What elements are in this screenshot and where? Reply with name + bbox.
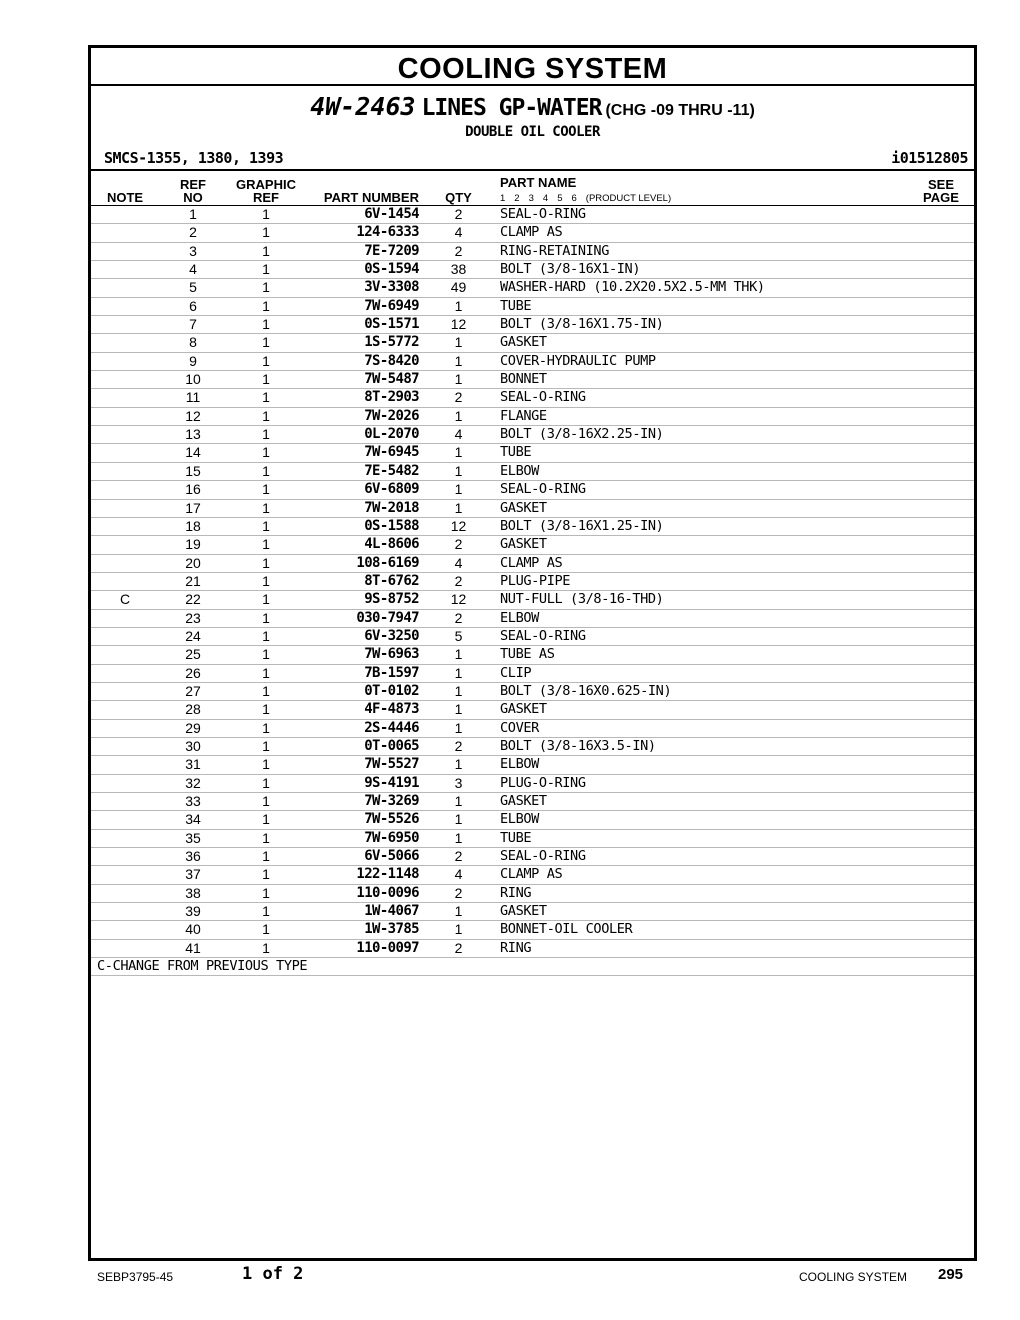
part-ref-no: 29 [185, 719, 201, 736]
part-qty: 4 [454, 426, 463, 443]
part-ref-no: 2 [189, 224, 197, 241]
part-graphic-ref: 1 [262, 884, 270, 901]
part-ref-no: 4 [189, 261, 197, 278]
table-row [91, 279, 974, 297]
part-qty: 1 [454, 664, 463, 681]
part-name: RING [500, 939, 532, 956]
part-ref-no: 3 [189, 242, 197, 259]
col-header-graphic-ref [231, 178, 301, 204]
part-name: ELBOW [500, 811, 539, 828]
part-name: BOLT (3/8-16X1.75-IN) [500, 316, 664, 333]
part-ref-no: 30 [185, 737, 201, 754]
part-graphic-ref: 1 [262, 536, 270, 553]
part-number: 7W-2026 [364, 407, 419, 424]
table-row [91, 353, 974, 371]
table-row [91, 885, 974, 903]
col-header-part-number: PART NUMBER [323, 190, 419, 205]
part-graphic-ref: 1 [262, 811, 270, 828]
part-qty: 1 [454, 646, 463, 663]
part-ref-no: 11 [185, 389, 201, 406]
part-ref-no: 8 [189, 334, 197, 351]
part-name: FLANGE [500, 407, 547, 424]
part-name: SEAL-O-RING [500, 481, 586, 498]
part-qty: 1 [454, 829, 463, 846]
part-number: 0S-1594 [364, 261, 419, 278]
part-name: BOLT (3/8-16X3.5-IN) [500, 737, 656, 754]
table-row [91, 866, 974, 884]
part-graphic-ref: 1 [262, 848, 270, 865]
part-graphic-ref: 1 [262, 389, 270, 406]
part-ref-no: 33 [185, 793, 201, 809]
part-number: 1W-4067 [364, 903, 419, 920]
part-ref-no: 6 [189, 297, 197, 314]
part-number: 8T-2903 [364, 389, 419, 406]
table-row [91, 481, 974, 499]
part-name: CLAMP AS [500, 866, 563, 883]
part-name: GASKET [500, 536, 547, 553]
part-ref-no: 21 [185, 572, 201, 589]
part-name: BOLT (3/8-16X2.25-IN) [500, 426, 664, 443]
footnote-text: C-CHANGE FROM PREVIOUS TYPE [97, 958, 308, 975]
part-name: TUBE [500, 444, 532, 461]
part-name: SEAL-O-RING [500, 848, 586, 865]
part-graphic-ref: 1 [262, 206, 270, 222]
product-level-1: 1 [500, 193, 506, 204]
table-row [91, 775, 974, 793]
part-name: GASKET [500, 499, 547, 516]
part-number: 4L-8606 [364, 536, 419, 553]
part-ref-no: 31 [185, 756, 201, 773]
part-qty: 4 [454, 224, 463, 241]
part-name: CLIP [500, 664, 532, 681]
part-ref-no: 19 [185, 536, 201, 553]
part-qty: 12 [450, 517, 467, 534]
table-row [91, 738, 974, 756]
part-graphic-ref: 1 [262, 352, 270, 369]
table-row [91, 444, 974, 462]
part-qty: 1 [454, 352, 463, 369]
part-number: 9S-4191 [364, 774, 419, 791]
part-qty: 5 [454, 627, 463, 644]
group-subtitle: DOUBLE OIL COOLER [465, 124, 600, 140]
part-number: 1S-5772 [364, 334, 419, 351]
table-row [91, 591, 974, 609]
group-change-range: (CHG -09 THRU -11) [605, 102, 755, 119]
part-number: 0S-1571 [364, 316, 419, 333]
part-graphic-ref: 1 [262, 609, 270, 626]
table-row [91, 518, 974, 536]
part-number: 7W-2018 [364, 499, 419, 516]
part-ref-no: 13 [185, 426, 201, 443]
table-row [91, 628, 974, 646]
part-graphic-ref: 1 [262, 297, 270, 314]
part-graphic-ref: 1 [262, 261, 270, 278]
part-ref-no: 20 [185, 554, 201, 571]
part-graphic-ref: 1 [262, 572, 270, 589]
part-qty: 1 [454, 334, 463, 351]
group-number: 4W-2463 [310, 92, 416, 121]
part-name: GASKET [500, 701, 547, 718]
part-number: 110-0096 [356, 884, 419, 901]
table-row [91, 261, 974, 279]
part-qty: 1 [454, 793, 463, 809]
part-graphic-ref: 1 [262, 279, 270, 296]
footer-section-name: COOLING SYSTEM [799, 1270, 908, 1284]
part-graphic-ref: 1 [262, 407, 270, 424]
part-number: 6V-6809 [364, 481, 419, 498]
group-name: LINES GP-WATER [421, 95, 602, 121]
parts-table [91, 206, 974, 976]
part-graphic-ref: 1 [262, 499, 270, 516]
table-row [91, 371, 974, 389]
part-graphic-ref: 1 [262, 462, 270, 479]
part-name: BONNET [500, 371, 547, 388]
part-graphic-ref: 1 [262, 719, 270, 736]
part-name: WASHER-HARD (10.2X20.5X2.5-MM THK) [500, 279, 765, 296]
product-level-3: 3 [528, 193, 534, 204]
part-qty: 2 [454, 884, 463, 901]
part-number: 7W-6963 [364, 646, 419, 663]
table-row [91, 793, 974, 811]
part-ref-no: 5 [189, 279, 197, 296]
part-graphic-ref: 1 [262, 903, 270, 920]
col-header-part-name: PART NAME [500, 175, 577, 190]
part-number: 7W-6945 [364, 444, 419, 461]
part-graphic-ref: 1 [262, 793, 270, 809]
part-ref-no: 17 [185, 499, 201, 516]
part-number: 1W-3785 [364, 921, 419, 938]
table-row [91, 426, 974, 444]
part-number: 6V-3250 [364, 627, 419, 644]
part-ref-no: 25 [185, 646, 201, 663]
part-ref-no: 9 [189, 352, 197, 369]
part-graphic-ref: 1 [262, 737, 270, 754]
part-ref-no: 18 [185, 517, 201, 534]
part-qty: 1 [454, 719, 463, 736]
part-qty: 1 [454, 481, 463, 498]
table-row [91, 940, 974, 958]
part-number: 7W-5526 [364, 811, 419, 828]
part-ref-no: 26 [185, 664, 201, 681]
table-row [91, 573, 974, 591]
part-ref-no: 22 [185, 591, 201, 608]
table-row [91, 206, 974, 224]
part-number: 7B-1597 [364, 664, 419, 681]
part-number: 7W-6949 [364, 297, 419, 314]
part-graphic-ref: 1 [262, 242, 270, 259]
part-name: PLUG-PIPE [500, 572, 571, 589]
part-graphic-ref: 1 [262, 774, 270, 791]
smcs-codes: SMCS-1355, 1380, 1393 [104, 149, 284, 167]
part-graphic-ref: 1 [262, 316, 270, 333]
part-name: BOLT (3/8-16X1.25-IN) [500, 517, 664, 534]
part-number: 108-6169 [356, 554, 419, 571]
part-qty: 12 [450, 316, 467, 333]
part-ref-no: 38 [185, 884, 201, 901]
part-graphic-ref: 1 [262, 664, 270, 681]
table-row [91, 316, 974, 334]
part-name: GASKET [500, 334, 547, 351]
product-level-6: 6 [571, 193, 577, 204]
part-qty: 12 [450, 591, 467, 608]
part-qty: 2 [454, 939, 463, 956]
part-name: SEAL-O-RING [500, 206, 586, 222]
product-level-scale [500, 193, 680, 204]
col-header-see-line1: SEE [927, 177, 954, 192]
part-graphic-ref: 1 [262, 371, 270, 388]
part-qty: 2 [454, 242, 463, 259]
part-name: GASKET [500, 793, 547, 809]
part-number: 6V-1454 [364, 206, 419, 222]
product-level-4: 4 [542, 193, 549, 204]
part-qty: 1 [454, 371, 463, 388]
part-ref-no: 40 [185, 921, 201, 938]
part-qty: 1 [454, 297, 463, 314]
part-ref-no: 32 [185, 774, 201, 791]
part-ref-no: 39 [185, 903, 201, 920]
part-number: 3V-3308 [364, 279, 419, 296]
part-ref-no: 15 [185, 462, 201, 479]
table-row [91, 903, 974, 921]
table-row [91, 463, 974, 481]
part-qty: 1 [454, 407, 463, 424]
part-name: TUBE [500, 829, 532, 846]
part-qty: 1 [454, 444, 463, 461]
part-graphic-ref: 1 [262, 517, 270, 534]
col-header-ref-line1: REF [180, 177, 206, 192]
part-ref-no: 41 [185, 939, 201, 956]
part-qty: 1 [454, 921, 463, 938]
part-note: C [119, 591, 131, 608]
part-graphic-ref: 1 [262, 444, 270, 461]
part-graphic-ref: 1 [262, 554, 270, 571]
part-number: 7W-5527 [364, 756, 419, 773]
part-graphic-ref: 1 [262, 627, 270, 644]
table-row [91, 298, 974, 316]
table-row [91, 646, 974, 664]
part-qty: 2 [454, 737, 463, 754]
part-qty: 1 [454, 756, 463, 773]
part-ref-no: 7 [189, 316, 197, 333]
part-qty: 1 [454, 499, 463, 516]
part-name: ELBOW [500, 462, 539, 479]
part-name: NUT-FULL (3/8-16-THD) [500, 591, 664, 608]
part-graphic-ref: 1 [262, 866, 270, 883]
part-ref-no: 36 [185, 848, 201, 865]
col-header-graphic-line2: REF [253, 190, 279, 205]
footer-page-of: 1 of 2 [242, 1264, 304, 1284]
part-name: PLUG-O-RING [500, 774, 586, 791]
illustration-id: i01512805 [891, 149, 968, 167]
table-row [91, 921, 974, 939]
part-qty: 3 [454, 774, 463, 791]
part-number: 4F-4873 [364, 701, 419, 718]
part-number: 0T-0102 [364, 682, 419, 699]
part-name: COVER [500, 719, 539, 736]
part-number: 7S-8420 [364, 352, 419, 369]
part-graphic-ref: 1 [262, 701, 270, 718]
footer-doc-number: SEBP3795-45 [97, 1270, 174, 1284]
table-row [91, 500, 974, 518]
part-graphic-ref: 1 [262, 682, 270, 699]
table-row [91, 848, 974, 866]
col-header-note: NOTE [106, 190, 144, 205]
part-name: ELBOW [500, 756, 539, 773]
header-divider [91, 169, 974, 171]
table-row [91, 683, 974, 701]
part-number: 7E-7209 [364, 242, 419, 259]
col-header-graphic-line1: GRAPHIC [236, 177, 296, 192]
part-name: COVER-HYDRAULIC PUMP [500, 352, 656, 369]
col-header-ref-line2: NO [183, 190, 203, 205]
part-number: 6V-5066 [364, 848, 419, 865]
part-graphic-ref: 1 [262, 481, 270, 498]
part-number: 124-6333 [356, 224, 419, 241]
part-ref-no: 27 [185, 682, 201, 699]
part-qty: 2 [454, 572, 463, 589]
part-ref-no: 28 [185, 701, 201, 718]
footer-page-number: 295 [938, 1266, 964, 1283]
part-name: BOLT (3/8-16X0.625-IN) [500, 682, 672, 699]
table-row [91, 536, 974, 554]
part-qty: 1 [454, 903, 463, 920]
table-row [91, 408, 974, 426]
part-name: CLAMP AS [500, 554, 563, 571]
table-row [91, 555, 974, 573]
part-ref-no: 23 [185, 609, 201, 626]
part-name: BONNET-OIL COOLER [500, 921, 633, 938]
part-number: 7W-3269 [364, 793, 419, 809]
table-row [91, 830, 974, 848]
table-row [91, 334, 974, 352]
part-number: 7W-5487 [364, 371, 419, 388]
part-ref-no: 34 [185, 811, 201, 828]
table-row [91, 756, 974, 774]
part-name: RING-RETAINING [500, 242, 609, 259]
part-qty: 2 [454, 536, 463, 553]
table-row [91, 811, 974, 829]
part-qty: 1 [454, 682, 463, 699]
part-qty: 4 [454, 554, 463, 571]
part-qty: 2 [454, 609, 463, 626]
part-name: SEAL-O-RING [500, 627, 586, 644]
parts-page-frame [88, 45, 977, 1261]
part-graphic-ref: 1 [262, 591, 270, 608]
part-ref-no: 35 [185, 829, 201, 846]
part-number: 2S-4446 [364, 719, 419, 736]
part-qty: 2 [454, 206, 463, 222]
part-graphic-ref: 1 [262, 646, 270, 663]
part-qty: 4 [454, 866, 463, 883]
part-graphic-ref: 1 [262, 224, 270, 241]
part-ref-no: 14 [185, 444, 201, 461]
part-number: 7W-6950 [364, 829, 419, 846]
table-row [91, 701, 974, 719]
part-name: SEAL-O-RING [500, 389, 586, 406]
part-ref-no: 37 [185, 866, 201, 883]
table-row [91, 389, 974, 407]
product-level-5: 5 [557, 193, 563, 204]
part-qty: 1 [454, 811, 463, 828]
part-ref-no: 12 [185, 407, 201, 424]
part-name: TUBE [500, 297, 532, 314]
part-qty: 38 [450, 261, 467, 278]
part-number: 122-1148 [356, 866, 419, 883]
section-title: COOLING SYSTEM [91, 48, 974, 86]
part-graphic-ref: 1 [262, 334, 270, 351]
table-row [91, 610, 974, 628]
part-graphic-ref: 1 [262, 756, 270, 773]
part-number: 0T-0065 [364, 737, 419, 754]
part-graphic-ref: 1 [262, 921, 270, 938]
part-number: 110-0097 [356, 939, 419, 956]
col-header-ref-no [171, 178, 215, 204]
part-name: CLAMP AS [500, 224, 563, 241]
table-row [91, 665, 974, 683]
table-row [91, 243, 974, 261]
part-name: ELBOW [500, 609, 539, 626]
part-name: GASKET [500, 903, 547, 920]
part-name: BOLT (3/8-16X1-IN) [500, 261, 641, 278]
part-qty: 2 [454, 848, 463, 865]
part-graphic-ref: 1 [262, 939, 270, 956]
product-level-label: (PRODUCT LEVEL) [585, 193, 672, 204]
part-qty: 49 [450, 279, 467, 296]
part-graphic-ref: 1 [262, 426, 270, 443]
part-graphic-ref: 1 [262, 829, 270, 846]
part-name: RING [500, 884, 532, 901]
group-title [91, 92, 974, 126]
part-name: TUBE AS [500, 646, 555, 663]
col-header-see-page [919, 178, 963, 204]
part-ref-no: 1 [189, 206, 197, 222]
part-qty: 1 [454, 701, 463, 718]
part-number: 030-7947 [356, 609, 419, 626]
col-header-qty: QTY [445, 190, 472, 205]
part-ref-no: 10 [185, 371, 201, 388]
table-row [91, 224, 974, 242]
part-number: 7E-5482 [364, 462, 419, 479]
part-ref-no: 24 [185, 627, 201, 644]
part-number: 0S-1588 [364, 517, 419, 534]
part-qty: 1 [454, 462, 463, 479]
col-header-see-line2: PAGE [923, 190, 959, 205]
part-number: 0L-2070 [364, 426, 419, 443]
part-number: 8T-6762 [364, 572, 419, 589]
part-ref-no: 16 [185, 481, 201, 498]
table-row [91, 720, 974, 738]
product-level-2: 2 [514, 193, 520, 204]
part-number: 9S-8752 [364, 591, 419, 608]
footnote-row [91, 958, 974, 976]
part-qty: 2 [454, 389, 463, 406]
